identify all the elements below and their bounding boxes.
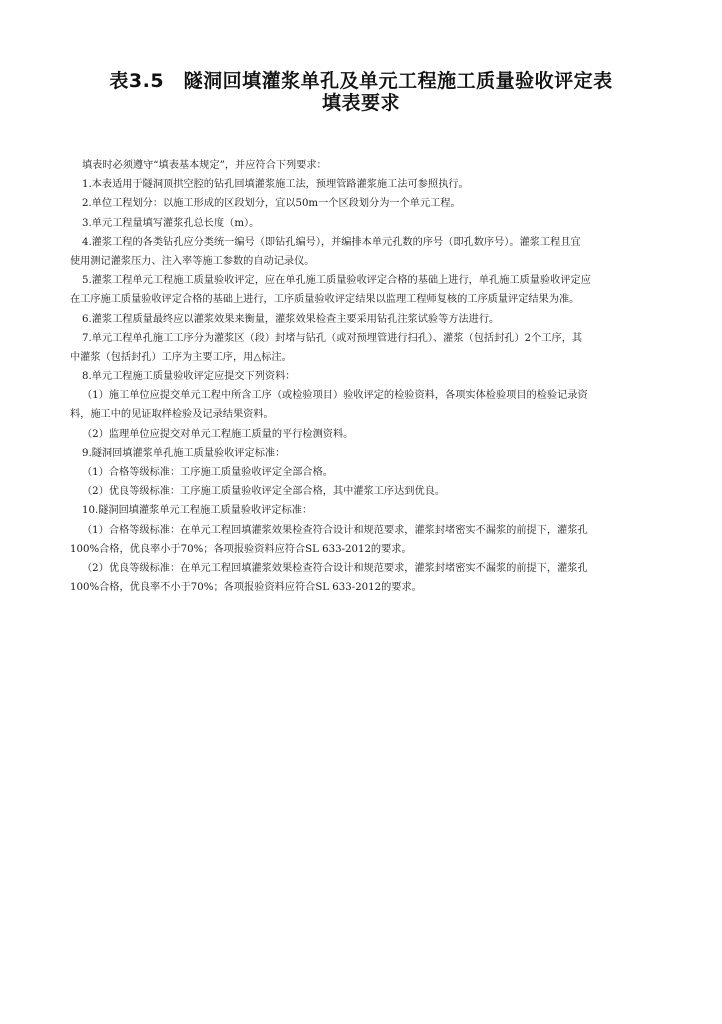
requirements-body (70, 156, 654, 597)
text-line: 填表时必须遵守“填表基本规定”，并应符合下列要求： (82, 160, 327, 171)
text-line: 9.隧洞回填灌浆单孔施工质量验收评定标准： (82, 447, 286, 459)
text-line: （2）优良等级标准：在单元工程回填灌浆效果检查符合设计和规范要求，灌浆封堵密实不漏浆的前提下，灌浆孔 (82, 562, 588, 574)
text-line: （2）优良等级标准：工序施工质量验收评定全部合格，其中灌浆工序达到优良。 (82, 486, 446, 498)
text-line: （1）合格等级标准：工序施工质量验收评定全部合格。 (82, 467, 333, 478)
text-line: 中灌浆（包括封孔）工序为主要工序，用△标注。 (70, 351, 292, 363)
text-line: 100%合格，优良率不小于70%；各项报验资料应符合SL 633-2012的要求。 (70, 582, 422, 594)
text-line: 2.单位工程划分：以施工形成的区段划分，宜以50m一个区段划分为一个单元工程。 (82, 198, 461, 210)
text-line: 5.灌浆工程单元工程施工质量验收评定，应在单孔施工质量验收评定合格的基础上进行，单孔施工质量验收评定应 (82, 275, 591, 287)
text-line: 6.灌浆工程质量最终应以灌浆效果来衡量，灌浆效果检查主要采用钻孔注浆试验等方法进行。 (82, 313, 500, 325)
text-line: 7.单元工程单孔施工工序分为灌浆区（段）封堵与钻孔（或对预埋管进行扫孔）、灌浆（包括封孔）2个工序，其 (82, 332, 583, 344)
text-line: 10.隧洞回填灌浆单元工程施工质量验收评定标准： (82, 505, 313, 517)
text-line: （1）施工单位应提交单元工程中所含工序（或检验项目）验收评定的检验资料，各项实体检验项目的检验记录资 (82, 390, 588, 402)
text-line: 在工序施工质量验收评定合格的基础上进行，工序质量验收评定结果以监理工程师复核的工序质量评定结果为准。 (70, 294, 580, 306)
text-line: 100%合格，优良率小于70%；各项报验资料应符合SL 633-2012的要求。 (70, 543, 412, 555)
title-main: 表3.5 隧洞回填灌浆单孔及单元工程施工质量验收评定表 (109, 70, 613, 92)
document-title (60, 70, 662, 114)
text-line: （2）监理单位应提交对单元工程施工质量的平行检测资料。 (82, 428, 354, 440)
text-line: 使用测记灌浆压力、注入率等施工参数的自动记录仪。 (70, 255, 315, 267)
title-subtitle: 填表要求 (321, 92, 400, 114)
text-line: 1.本表适用于隧洞顶拱空腔的钻孔回填灌浆施工法，预埋管路灌浆施工法可参照执行。 (82, 179, 469, 191)
text-line: 料，施工中的见证取样检验及记录结果资料。 (70, 409, 274, 421)
text-line: 8.单元工程施工质量验收评定应提交下列资料： (82, 371, 296, 383)
text-line: 3.单元工程量填写灌浆孔总长度（m）。 (82, 217, 260, 229)
text-line: 4.灌浆工程的各类钻孔应分类统一编号（即钻孔编号），并编排本单元孔数的序号（即孔数序号）。灌浆工程且宜 (82, 236, 581, 248)
text-line: （1）合格等级标准：在单元工程回填灌浆效果检查符合设计和规范要求，灌浆封堵密实不漏浆的前提下，灌浆孔 (82, 524, 588, 536)
